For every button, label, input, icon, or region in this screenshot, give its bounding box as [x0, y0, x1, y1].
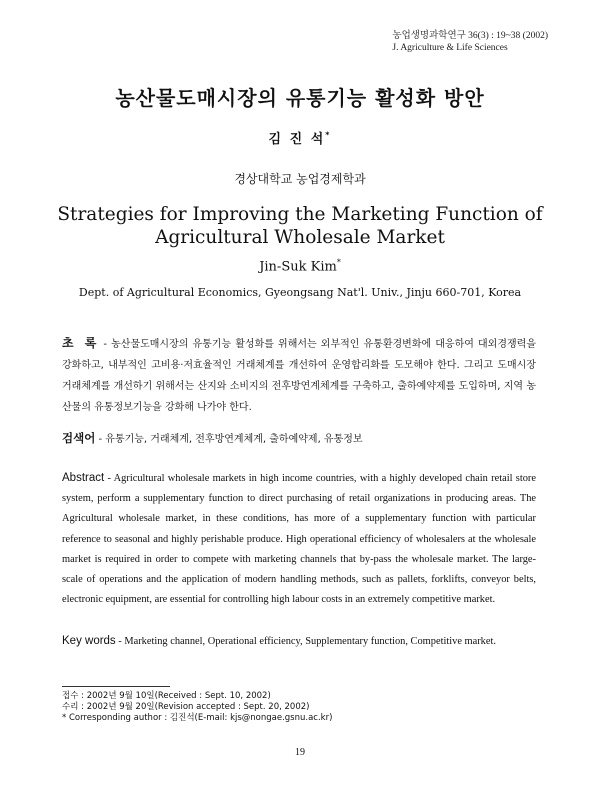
affiliation-english: Dept. of Agricultural Economics, Gyeongsang Nat'l. Univ., Jinju 660-701, Korea [78, 286, 522, 299]
affiliation-korean: 경상대학교 농업경제학과 [234, 172, 366, 186]
journal-citation-ko: 농업생명과학연구 36(3) : 19~38 (2002) [392, 31, 548, 41]
keywords-korean-text: - 유통기능, 거래체계, 전후방연계체계, 출하예약제, 유통정보 [95, 434, 363, 445]
footnote-corresponding: * Corresponding author : 김진석(E-mail: kjs@nongae.gsnu.ac.kr) [62, 713, 333, 723]
author-korean [0, 128, 600, 147]
page-number: 19 [295, 747, 305, 758]
abstract-english-label: Abstract [62, 472, 105, 484]
journal-name-en: J. Agriculture & Life Sciences [392, 43, 508, 53]
author-korean-mark: * [325, 130, 332, 140]
abstract-korean-label: 초 록 [62, 336, 100, 350]
footnote-revised: 수리 : 2002년 9월 20일(Revision accepted : Sept. 20, 2002) [62, 702, 310, 712]
author-english-mark: * [336, 258, 341, 267]
author-english [0, 258, 600, 274]
title-english-line-2: Agricultural Wholesale Market [155, 227, 445, 248]
keywords-english-label: Key words [62, 635, 116, 647]
keywords-english [62, 631, 536, 652]
abstract-korean-text: - 농산물도매시장의 유통기능 활성화를 위해서는 외부적인 유통환경변화에 대응하여 대외경쟁력을 강화하고, 내부적인 고비용·저효율적인 거래체계를 개선하여 운영합리화를 도모해야 한다. 그리고 도매시장 거래체계를 개선하기 위해서는 산지와 소비지의 전후방연계체계를 구축하고, 출하예약제를 도입하며, 지역 농산물의 유통정보기능을 강화해 나가야 한다. [62, 339, 536, 413]
author-korean-name: 김 진 석 [268, 132, 326, 147]
keywords-english-text: - Marketing channel, Operational efficiency, Supplementary function, Competitive market. [115, 636, 496, 647]
abstract-english-text: - Agricultural wholesale markets in high income countries, with a highly developed chain retail store system, perform a supplementary function to direct purchasing of retail organizations in producing areas. The Agricultural wholesale market, in these conditions, has more of a supplementary function with particular reference to seasonal and highly perishable produce. High operational efficiency of wholesalers at the wholesale market is required in order to compete with marketing channels that by-pass the wholesale market. The large-scale of operations and the application of modern handling methods, such as pallets, forklifts, conveyor belts, electronic equipment, are essential for controlling high labour costs in an extremely competitive market. [62, 473, 536, 606]
title-english [0, 203, 600, 249]
title-english-line-1: Strategies for Improving the Marketing Function of [57, 204, 543, 225]
abstract-korean [62, 333, 536, 418]
footnotes [62, 691, 536, 724]
journal-header [392, 30, 548, 54]
footnote-received: 접수 : 2002년 9월 10일(Received : Sept. 10, 2002) [62, 691, 271, 701]
abstract-english [62, 468, 536, 610]
keywords-korean-label: 검색어 [62, 431, 96, 445]
title-korean: 농산물도매시장의 유통기능 활성화 방안 [115, 86, 485, 110]
author-english-name: Jin-Suk Kim [259, 259, 337, 275]
keywords-korean [62, 430, 536, 448]
footnote-divider [62, 686, 170, 687]
